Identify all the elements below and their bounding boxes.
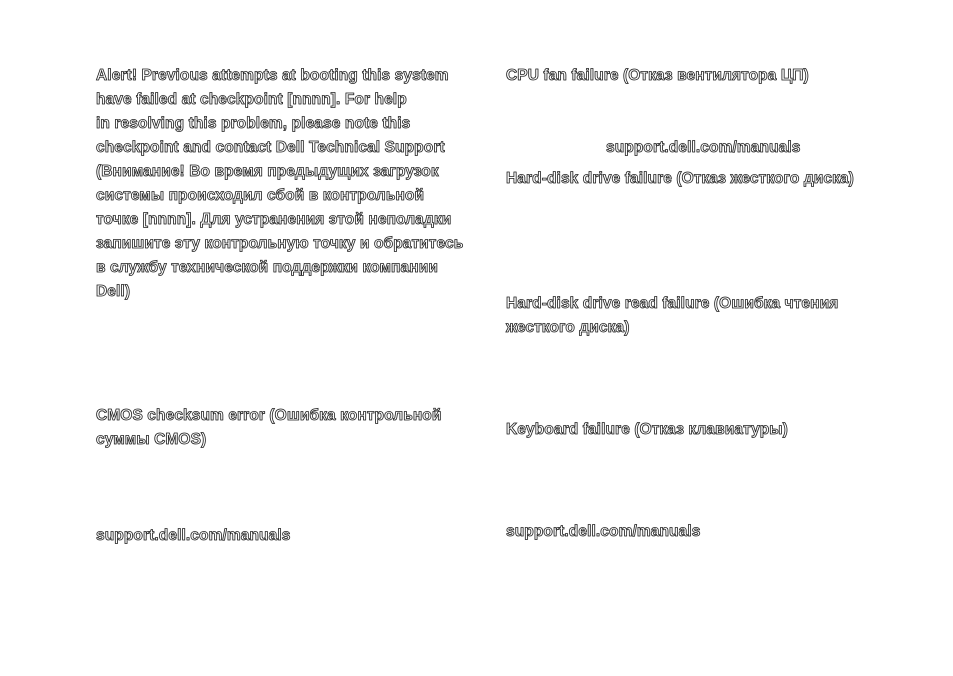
support-link-left[interactable]: support.dell.com/manuals: [96, 527, 291, 544]
alert-checkpoint-message: Alert! Previous attempts at booting this system have failed at checkpoint [nnnn]. For help in resolving this problem, please note this checkpoint and contact Dell Technical Support (Внимание! Во время предыдущих загрузок системы происходил сбой в контрольной точке [nnnn]. Для устранения этой неполадки запишите эту контрольную точку и обратитесь в службу технической поддержки компании Dell): [96, 67, 464, 300]
hard-disk-failure-message: Hard-disk drive failure (Отказ жесткого диска): [506, 170, 854, 187]
cmos-checksum-error-message: CMOS checksum error (Ошибка контрольной суммы CMOS): [96, 407, 442, 448]
support-link-right-bottom[interactable]: support.dell.com/manuals: [506, 523, 701, 540]
support-link-right-top[interactable]: support.dell.com/manuals: [606, 139, 801, 156]
cpu-fan-failure-message: CPU fan failure (Отказ вентилятора ЦП): [506, 67, 809, 84]
keyboard-failure-message: Keyboard failure (Отказ клавиатуры): [506, 421, 788, 438]
hard-disk-read-failure-message: Hard-disk drive read failure (Ошибка чтения жесткого диска): [506, 295, 839, 336]
